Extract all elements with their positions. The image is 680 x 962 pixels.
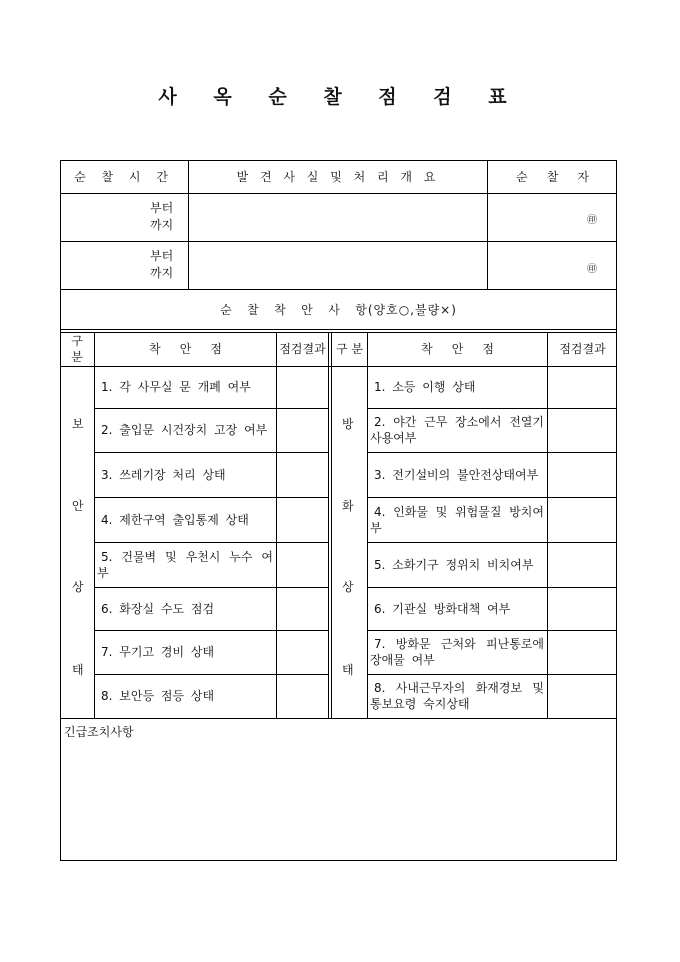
security-label-char: 태	[72, 663, 84, 677]
fire-item-text: 4. 인화물 및 위험물질 방치여부	[370, 504, 544, 535]
fire-label-char: 상	[342, 580, 354, 594]
security-item-text: 5. 건물벽 및 우천시 누수 여부	[97, 549, 273, 580]
checklist-title: 순 찰 착 안 사 항(양호○,불량×)	[60, 289, 617, 329]
points-header: 착 안 점	[94, 332, 276, 366]
seal-mark: ㊞	[587, 264, 597, 275]
findings-cell[interactable]	[188, 193, 487, 241]
security-item-text: 4. 제한구역 출입통제 상태	[101, 512, 249, 527]
security-item-text: 7. 무기고 경비 상태	[101, 645, 215, 659]
patroller-cell[interactable]	[487, 193, 617, 241]
security-item-text: 6. 화장실 수도 점검	[101, 601, 215, 616]
fire-result-cell[interactable]	[548, 408, 617, 452]
security-result-cell[interactable]	[277, 674, 328, 718]
security-item-text: 2. 출입문 시건장치 고장 여부	[101, 423, 268, 437]
security-result-cell[interactable]	[277, 497, 328, 542]
divider	[328, 332, 329, 718]
security-label-char: 보	[72, 417, 84, 431]
security-label-char: 안	[72, 499, 84, 513]
fire-result-cell[interactable]	[548, 587, 617, 630]
security-result-cell[interactable]	[277, 542, 328, 587]
points-header-2: 착 안 점	[367, 332, 547, 366]
fire-label-char: 태	[342, 663, 354, 677]
fire-label-char: 화	[342, 499, 354, 513]
fire-item	[368, 674, 547, 718]
fire-result-cell[interactable]	[548, 366, 617, 408]
fire-item	[368, 497, 547, 542]
emergency-label: 긴급조치사항	[64, 725, 134, 739]
fire-item-text: 8. 사내근무자의 화재경보 및 통보요령 숙지상태	[370, 681, 544, 711]
security-item-text: 1. 각 사무실 문 개폐 여부	[101, 380, 251, 394]
patrol-to-label: 까지	[150, 266, 174, 280]
fire-result-cell[interactable]	[548, 674, 617, 718]
fire-result-cell[interactable]	[548, 542, 617, 587]
fire-item	[368, 630, 547, 674]
security-item	[95, 366, 276, 408]
fire-item	[368, 542, 547, 587]
security-result-cell[interactable]	[277, 366, 328, 408]
fire-item	[368, 408, 547, 452]
fire-item-text: 7. 방화문 근처와 피난통로에 장애물 여부	[370, 637, 544, 667]
security-item	[95, 497, 276, 542]
fire-item-text: 5. 소화기구 정위치 비치여부	[374, 557, 534, 572]
security-item	[95, 542, 276, 587]
patrol-from-label: 부터	[150, 249, 174, 263]
patroller-cell[interactable]	[487, 241, 617, 289]
security-result-cell[interactable]	[277, 452, 328, 497]
security-item	[95, 630, 276, 674]
security-result-cell[interactable]	[277, 408, 328, 452]
security-item	[95, 674, 276, 718]
result-header-2: 점검결과	[547, 332, 617, 366]
fire-result-cell[interactable]	[548, 630, 617, 674]
fire-item	[368, 366, 547, 408]
category-header	[60, 332, 94, 366]
security-result-cell[interactable]	[277, 587, 328, 630]
fire-result-cell[interactable]	[548, 452, 617, 497]
patrol-from-label: 부터	[150, 201, 174, 215]
page-title: 사 옥 순 찰 점 검 표	[158, 86, 522, 108]
fire-item	[368, 587, 547, 630]
fire-item-text: 1. 소등 이행 상태	[374, 380, 476, 394]
patrol-to-label: 까지	[150, 218, 174, 232]
emergency-section[interactable]	[60, 718, 617, 861]
security-result-cell[interactable]	[277, 630, 328, 674]
fire-item-text: 3. 전기설비의 불안전상태여부	[374, 467, 539, 482]
fire-item-text: 6. 기관실 방화대책 여부	[374, 601, 511, 616]
divider	[331, 332, 332, 718]
security-item	[95, 408, 276, 452]
security-item-text: 8. 보안등 점등 상태	[101, 689, 215, 703]
result-header: 점검결과	[276, 332, 328, 366]
patrol-time-header: 순 찰 시 간	[74, 169, 174, 184]
security-item-text: 3. 쓰레기장 처리 상태	[101, 467, 226, 482]
patroller-header: 순 찰 자	[487, 160, 617, 193]
findings-header: 발 견 사 실 및 처 리 개 요	[188, 160, 487, 193]
findings-cell[interactable]	[188, 241, 487, 289]
fire-item-text: 2. 야간 근무 장소에서 전열기 사용여부	[370, 415, 544, 445]
category-header-2: 구 분	[331, 332, 367, 366]
security-label-char: 상	[72, 580, 84, 594]
fire-result-cell[interactable]	[548, 497, 617, 542]
security-item	[95, 587, 276, 630]
fire-item	[368, 452, 547, 497]
seal-mark: ㊞	[587, 215, 597, 226]
category-header-label: 구 분	[71, 334, 83, 364]
security-item	[95, 452, 276, 497]
fire-label-char: 방	[342, 417, 354, 431]
divider	[60, 329, 617, 330]
